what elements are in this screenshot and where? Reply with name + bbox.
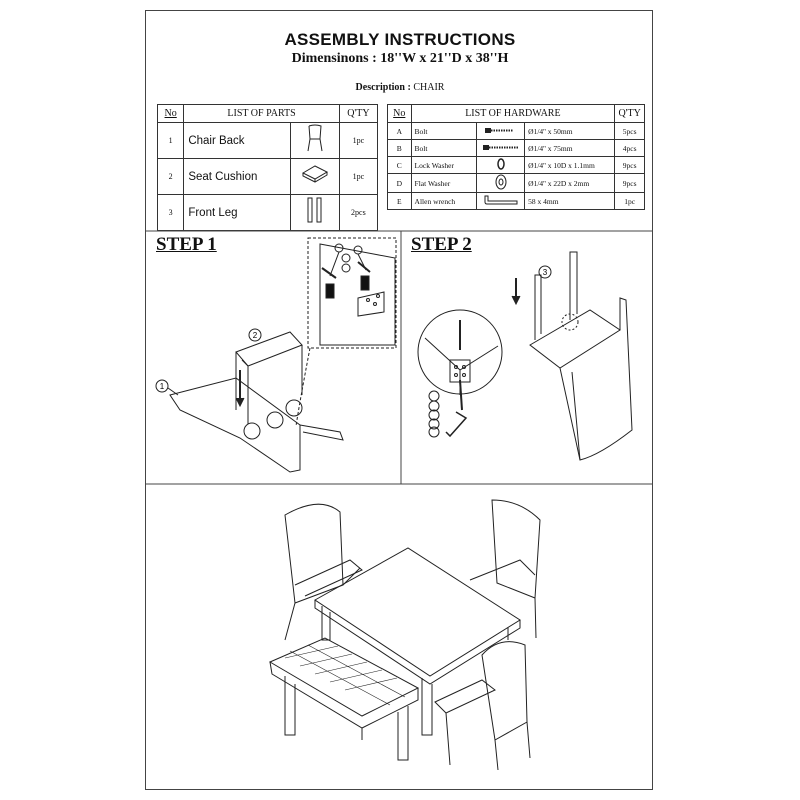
parts-header-list: LIST OF PARTS xyxy=(184,105,339,123)
hw-qty: 5pcs xyxy=(615,123,645,140)
hw-no: A xyxy=(388,123,412,140)
part-no: 3 xyxy=(158,195,184,231)
part-name: Seat Cushion xyxy=(184,159,291,195)
hw-header-no: No xyxy=(388,105,412,123)
hw-no: C xyxy=(388,157,412,174)
callout-1: 1 xyxy=(159,382,165,391)
hw-qty: 4pcs xyxy=(615,140,645,157)
hw-name: Lock Washer xyxy=(411,157,477,174)
part-qty: 1pc xyxy=(339,123,377,159)
hw-spec: Ø1/4'' x 10D x 1.1mm xyxy=(525,157,615,174)
dimensions-line: Dimensinons : 18''W x 21''D x 38''H xyxy=(291,51,509,66)
callout-3: 3 xyxy=(542,268,548,277)
hw-spec: Ø1/4'' x 50mm xyxy=(525,123,615,140)
hw-header-qty: Q'TY xyxy=(615,105,645,123)
hw-name: Flat Washer xyxy=(411,174,477,193)
part-name: Chair Back xyxy=(184,123,291,159)
part-qty: 1pc xyxy=(339,159,377,195)
parts-header-no: No xyxy=(158,105,184,123)
description-label: Description : xyxy=(355,82,411,93)
document-title: ASSEMBLY INSTRUCTIONS xyxy=(284,30,516,49)
step-1-drawing xyxy=(156,238,396,472)
hw-qty: 1pc xyxy=(615,193,645,210)
dining-set-illustration xyxy=(270,500,540,770)
parts-header-qty: Q'TY xyxy=(339,105,377,123)
part-qty: 2pcs xyxy=(339,195,377,231)
hw-no: B xyxy=(388,140,412,157)
hw-spec: 58 x 4mm xyxy=(525,193,615,210)
step-2-drawing xyxy=(418,252,632,460)
step-2-label: STEP 2 xyxy=(411,234,472,255)
part-no: 2 xyxy=(158,159,184,195)
hw-spec: Ø1/4'' x 22D x 2mm xyxy=(525,174,615,193)
hw-qty: 9pcs xyxy=(615,157,645,174)
part-no: 1 xyxy=(158,123,184,159)
part-name: Front Leg xyxy=(184,195,291,231)
hw-spec: Ø1/4'' x 75mm xyxy=(525,140,615,157)
hw-qty: 9pcs xyxy=(615,174,645,193)
hw-name: Bolt xyxy=(411,140,477,157)
callout-2: 2 xyxy=(252,331,258,340)
hw-no: E xyxy=(388,193,412,210)
step-1-label: STEP 1 xyxy=(156,234,217,255)
hw-no: D xyxy=(388,174,412,193)
hw-name: Allen wrench xyxy=(411,193,477,210)
hw-name: Bolt xyxy=(411,123,477,140)
description-value: CHAIR xyxy=(413,82,445,93)
hw-header-list: LIST OF HARDWARE xyxy=(411,105,615,123)
